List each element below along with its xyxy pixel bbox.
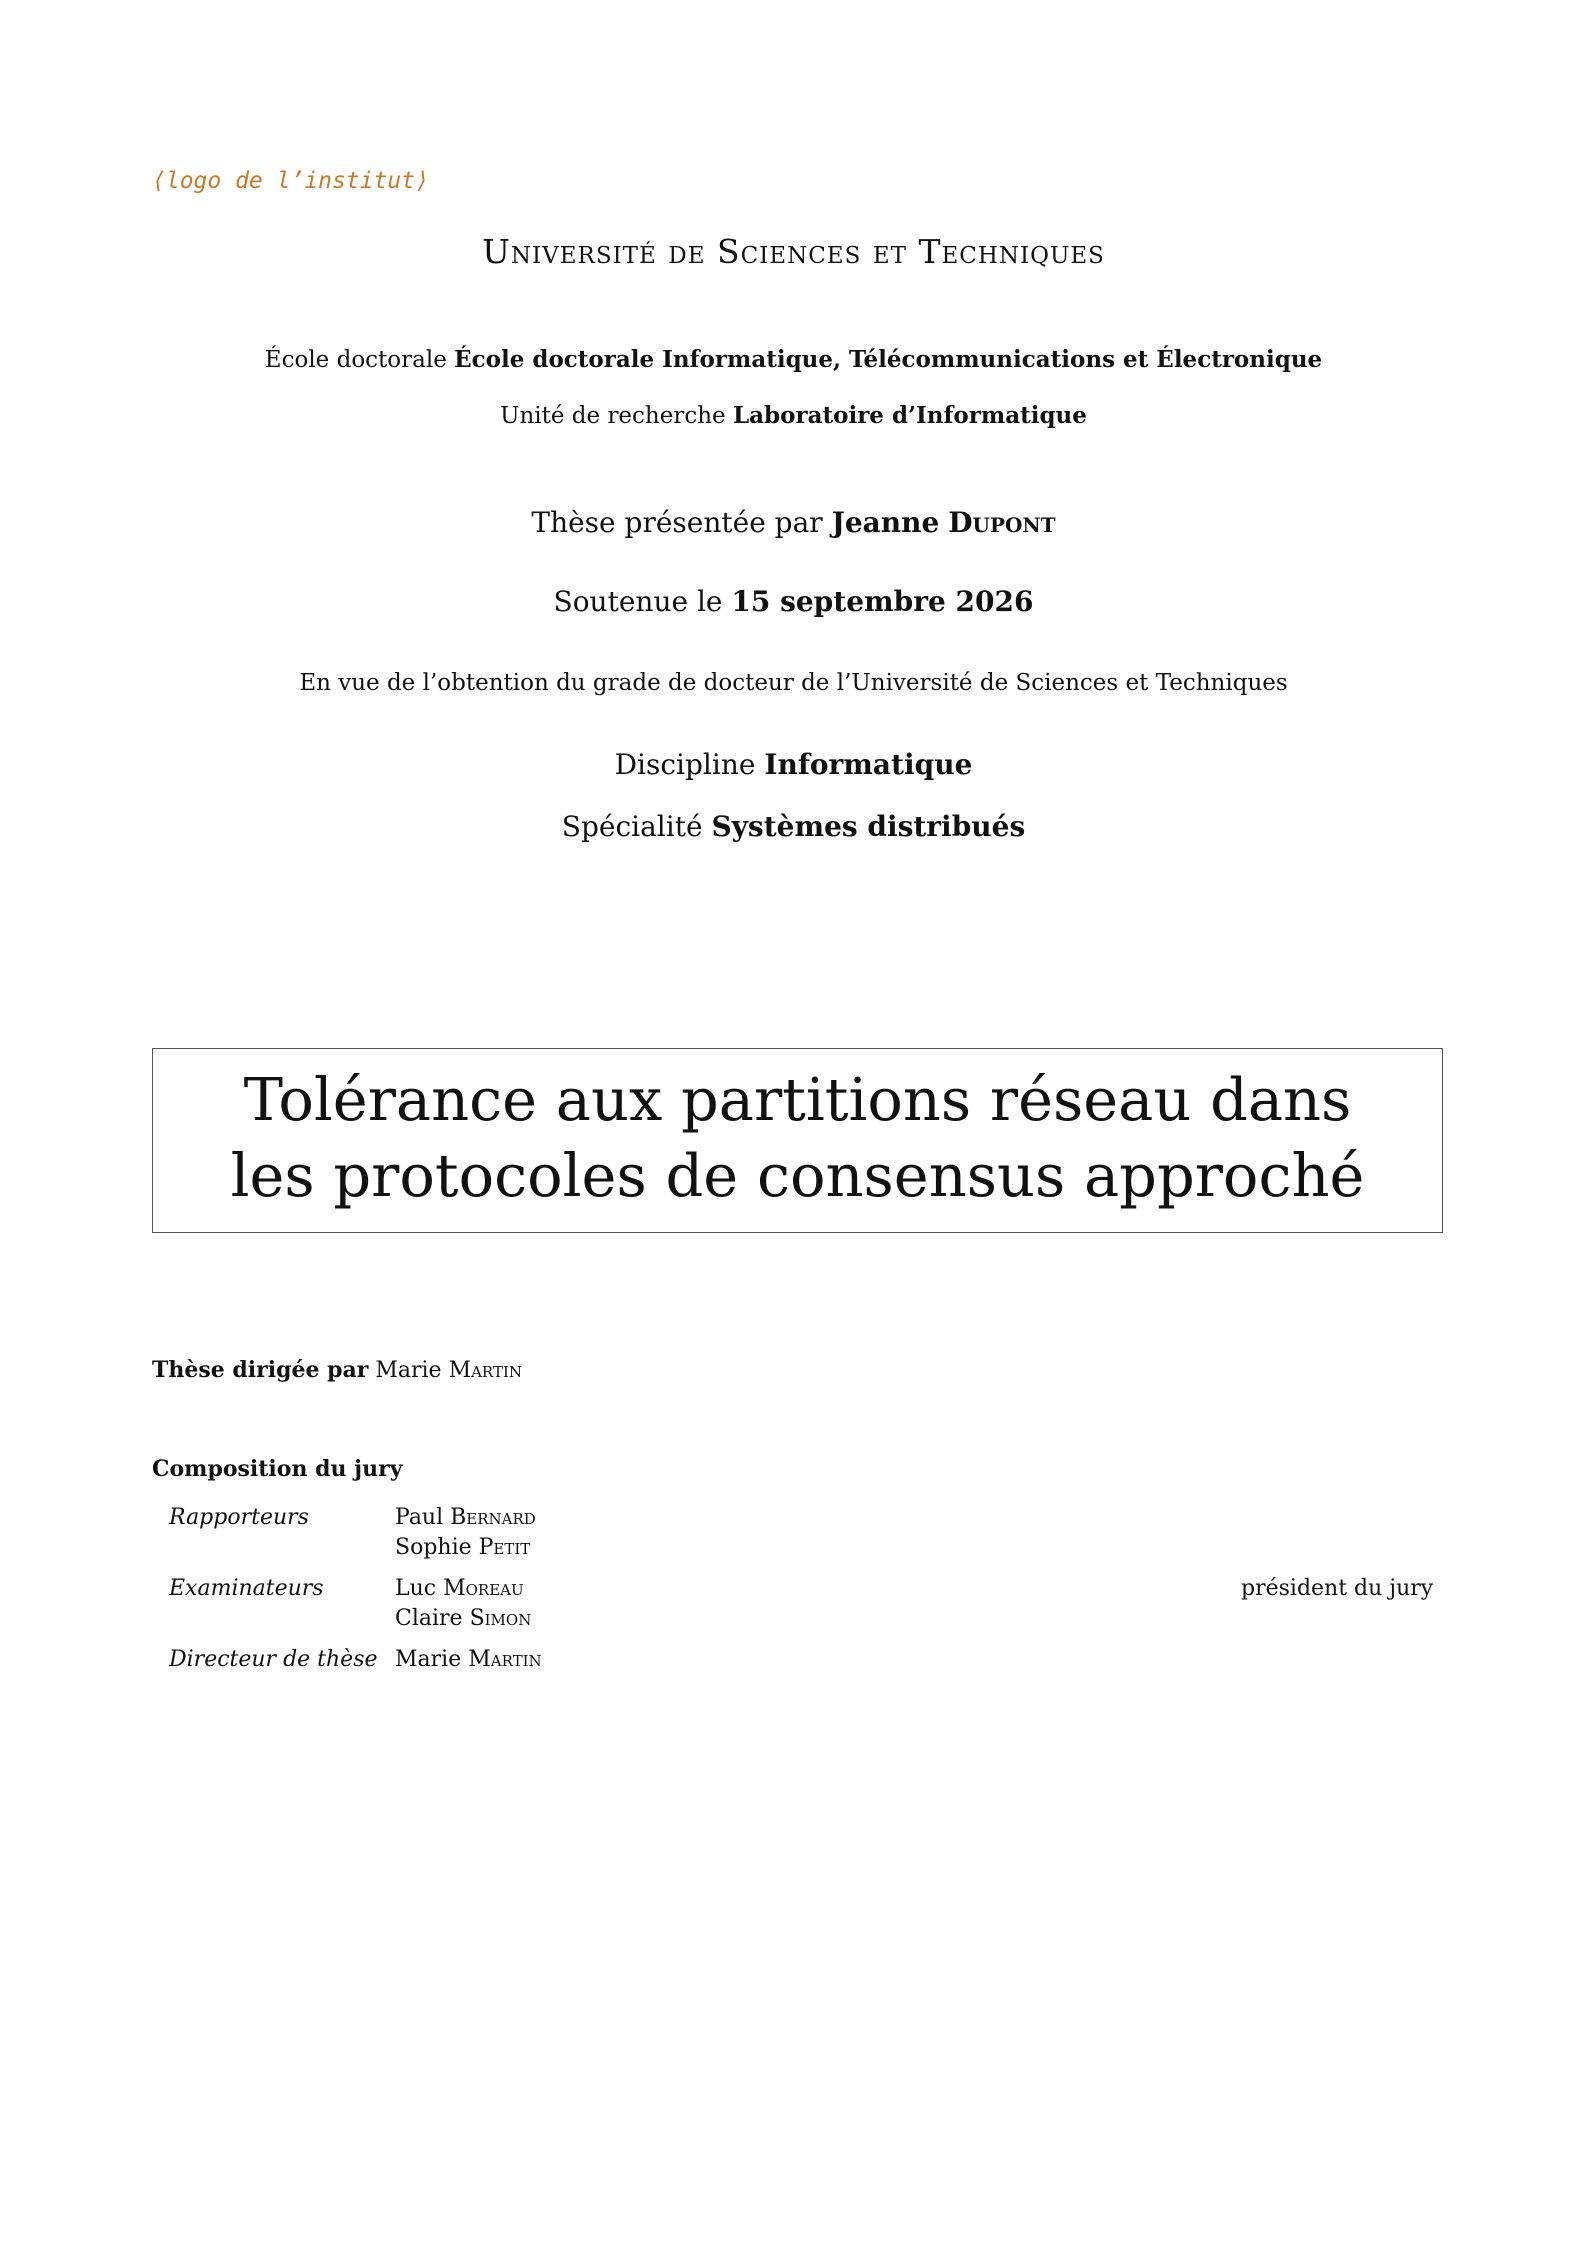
defense-label: Soutenue le <box>553 585 723 618</box>
jury-member-examinateur-2 <box>395 1606 531 1631</box>
jury-president-note: président du jury <box>1241 1576 1434 1601</box>
member-first-name: Sophie <box>395 1535 472 1560</box>
degree-line: En vue de l’obtention du grade de docteur de l’Université de Sciences et Techniques <box>299 670 1288 696</box>
university-name: Université de Sciences et Techniques <box>482 232 1105 271</box>
directed-by-label: Thèse dirigée par <box>152 1357 369 1383</box>
member-first-name: Paul <box>395 1505 444 1530</box>
doctoral-school-value: École doctorale Informatique, Télécommunications et Électronique <box>454 346 1323 373</box>
jury-role-directeur: Directeur de thèse <box>169 1647 378 1672</box>
presented-by-line <box>0 506 1587 539</box>
member-first-name: Claire <box>395 1606 463 1631</box>
jury-member-examinateur-1 <box>395 1576 524 1601</box>
member-last-name: Simon <box>469 1606 532 1631</box>
defense-date-line <box>0 585 1587 618</box>
research-unit-line <box>0 402 1587 429</box>
specialty-line <box>0 810 1587 843</box>
specialty-label: Spécialité <box>561 810 703 843</box>
doctoral-school-label: École doctorale <box>264 347 447 373</box>
jury-member-rapporteur-2 <box>395 1535 530 1560</box>
discipline-label: Discipline <box>614 748 756 781</box>
jury-heading: Composition du jury <box>152 1456 403 1482</box>
thesis-title-line-2: les protocoles de consensus approché <box>230 1141 1365 1210</box>
specialty-value: Systèmes distribués <box>711 810 1026 843</box>
thesis-title-box <box>152 1048 1443 1233</box>
research-unit-value: Laboratoire d’Informatique <box>732 402 1087 429</box>
institute-logo-placeholder: ⟨logo de l’institut⟩ <box>152 168 429 194</box>
member-first-name: Luc <box>395 1576 437 1601</box>
discipline-value: Informatique <box>764 748 973 781</box>
jury-role-examinateurs: Examinateurs <box>169 1576 324 1601</box>
director-last-name: Martin <box>448 1358 523 1383</box>
discipline-line <box>0 748 1587 781</box>
author-last-name: Dupont <box>948 506 1056 539</box>
member-last-name: Moreau <box>443 1576 524 1601</box>
thesis-title <box>153 1062 1442 1214</box>
defense-date: 15 septembre 2026 <box>731 585 1034 618</box>
member-first-name: Marie <box>395 1647 462 1672</box>
research-unit-label: Unité de recherche <box>500 403 726 429</box>
member-last-name: Martin <box>468 1647 542 1672</box>
thesis-title-line-1: Tolérance aux partitions réseau dans <box>243 1065 1352 1134</box>
doctoral-school-line <box>0 346 1587 373</box>
jury-role-rapporteurs: Rapporteurs <box>169 1505 309 1530</box>
member-last-name: Petit <box>478 1535 531 1560</box>
jury-member-directeur <box>395 1647 542 1672</box>
member-last-name: Bernard <box>450 1505 536 1530</box>
director-first-name: Marie <box>375 1358 442 1383</box>
jury-member-rapporteur-1 <box>395 1505 536 1530</box>
directed-by-line <box>152 1357 522 1383</box>
author-first-name: Jeanne <box>831 506 940 539</box>
presented-by-label: Thèse présentée par <box>531 506 823 539</box>
